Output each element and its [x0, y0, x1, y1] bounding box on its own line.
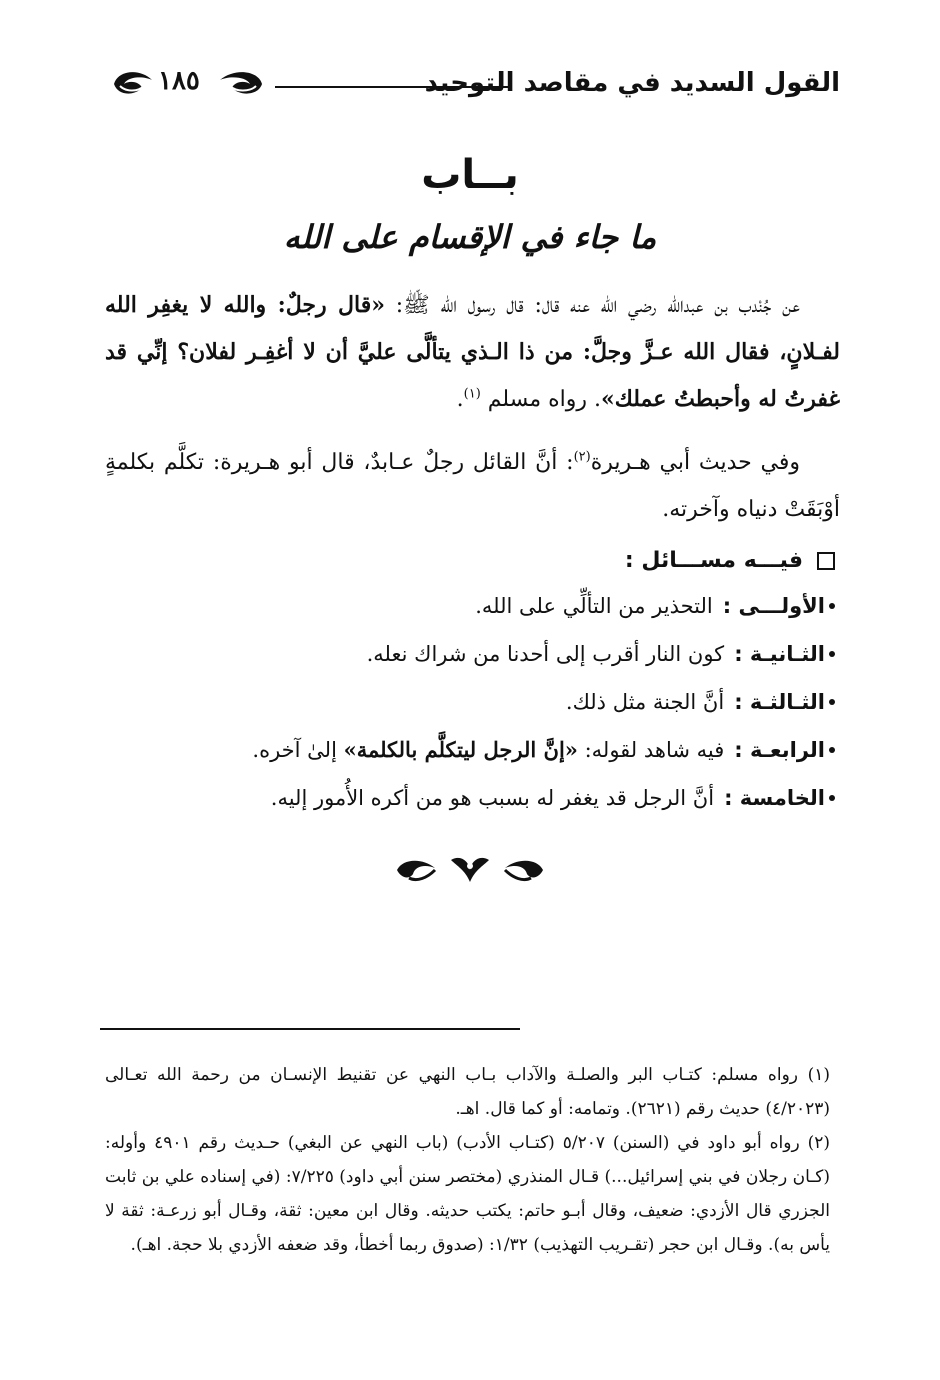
issue-item [105, 678, 835, 726]
issue-item [105, 630, 835, 678]
left-flourish-icon [110, 66, 156, 100]
footnotes [105, 1058, 830, 1262]
issue-text: أنَّ الرجل قد يغفر له بسبب هو من أكره الأُمور إليه. [270, 786, 715, 810]
bullet-icon [829, 699, 835, 705]
footnote-2 [105, 1126, 830, 1262]
second-intro: وفي حديث أبي هـريرة [590, 450, 800, 475]
footnote-1 [105, 1058, 830, 1126]
narration-source: . رواه مسلم [487, 387, 601, 412]
issues-heading-text: فيـــه مســـائل : [624, 548, 803, 573]
footnote-text: رواه أبو داود في (السنن) ٥/٢٠٧ (كتـاب الأدب) (باب النهي عن البغي) حـديث رقم ٤٩٠١ وأوله: (كـان رجلان في بني إسرائيل...) قـال المنذري (مختصر سنن أبي داود) ٧/٢٢٥: (في إسناده علي بن ثابت الجزري قال الأزدي: ضعيف، وقال أبـو حاتم: يكتب حديثه. وقال ابن معين: ثقة، وقـال أبو زرعـة: ثقة لا يأس به). وقـال ابن حجر (تقـريب التهذيب) ١/٣٢: (صدوق ربما أخطأ، وقد ضعفه الأزدي بلا حجة. اهـ). [105, 1133, 830, 1255]
page-number: ١٨٥ [158, 66, 200, 96]
footnote-number: (٢) [807, 1133, 830, 1153]
footnote-ref-2[interactable]: (٢) [573, 449, 591, 465]
issue-text [252, 726, 724, 774]
bullet-icon [829, 795, 835, 801]
footnote-ref-1[interactable]: (١) [463, 386, 481, 402]
quoted-hadith: «إنَّ الرجل ليتكلَّم بالكلمة» [343, 737, 578, 762]
chapter-title: ما جاء في الإقسام على الله [283, 218, 657, 256]
hadith-paragraph [105, 282, 840, 423]
bullet-icon [829, 651, 835, 657]
issue-label: الثـانيـة : [734, 642, 825, 666]
issue-label: الرابعـة : [734, 738, 825, 762]
bullet-icon [829, 747, 835, 753]
issue-item [105, 726, 835, 774]
footnote-number: (١) [807, 1065, 830, 1085]
second-text: : أنَّ القائل رجلٌ عـابدٌ، قال أبو هـريرة: تكلَّم بكلمةٍ أوْبَقَتْ دنياه وآخرته. [105, 450, 840, 522]
issue-text-part: إلىٰ آخره. [252, 738, 344, 762]
issue-text: التحذير من التألِّي على الله. [475, 594, 713, 618]
main-text [105, 282, 840, 533]
chapter-label: بــاب [421, 152, 519, 198]
issue-item [105, 582, 835, 630]
footnote-rule [100, 1028, 520, 1030]
issue-text: كون النار أقرب إلى أحدنا من شراك نعله. [366, 642, 725, 666]
issue-label: الخامسة : [724, 786, 825, 810]
issue-label: الأولـــى : [722, 594, 825, 618]
narration-intro: عن جُنْدب بن عبدالله رضي الله عنه قال: قال رسول الله ﷺ: [384, 293, 801, 318]
right-flourish-icon [214, 66, 266, 100]
running-header [110, 62, 840, 112]
bullet-icon [829, 603, 835, 609]
issue-label: الثـالثـة : [734, 690, 825, 714]
issue-item [105, 774, 835, 822]
second-paragraph [105, 439, 840, 533]
page-number-badge [110, 62, 270, 106]
section-divider-ornament-icon [395, 852, 545, 888]
hadith-quote: «قال رجلٌ: والله لا يغفِر الله لفـلانٍ، فقال الله عـزَّ وجلَّ: من ذا الـذي يتألَّى عليَّ أن لا أغفِـر لفلان؟ إنِّي قد غفرتُ له وأحبطتُ عملك» [105, 292, 840, 412]
issue-text: أنَّ الجنة مثل ذلك. [565, 690, 725, 714]
square-bullet-icon [817, 552, 835, 570]
issues-heading [105, 540, 835, 582]
footnote-text: رواه مسلم: كتـاب البر والصلـة والآداب بـاب النهي عن تقنيط الإنسـان من رحمة الله تعـالى (٤/٢٠٢٣) حديث رقم (٢٦٢١). وتمامه: أو كما قال. اهـ. [105, 1065, 830, 1119]
sentence-end: . [456, 387, 464, 412]
issues-section [105, 540, 835, 822]
header-rule [275, 86, 510, 88]
issue-text-part: فيه شاهد لقوله: [577, 738, 725, 762]
book-title: القول السديد في مقاصد التوحيد [424, 68, 840, 98]
